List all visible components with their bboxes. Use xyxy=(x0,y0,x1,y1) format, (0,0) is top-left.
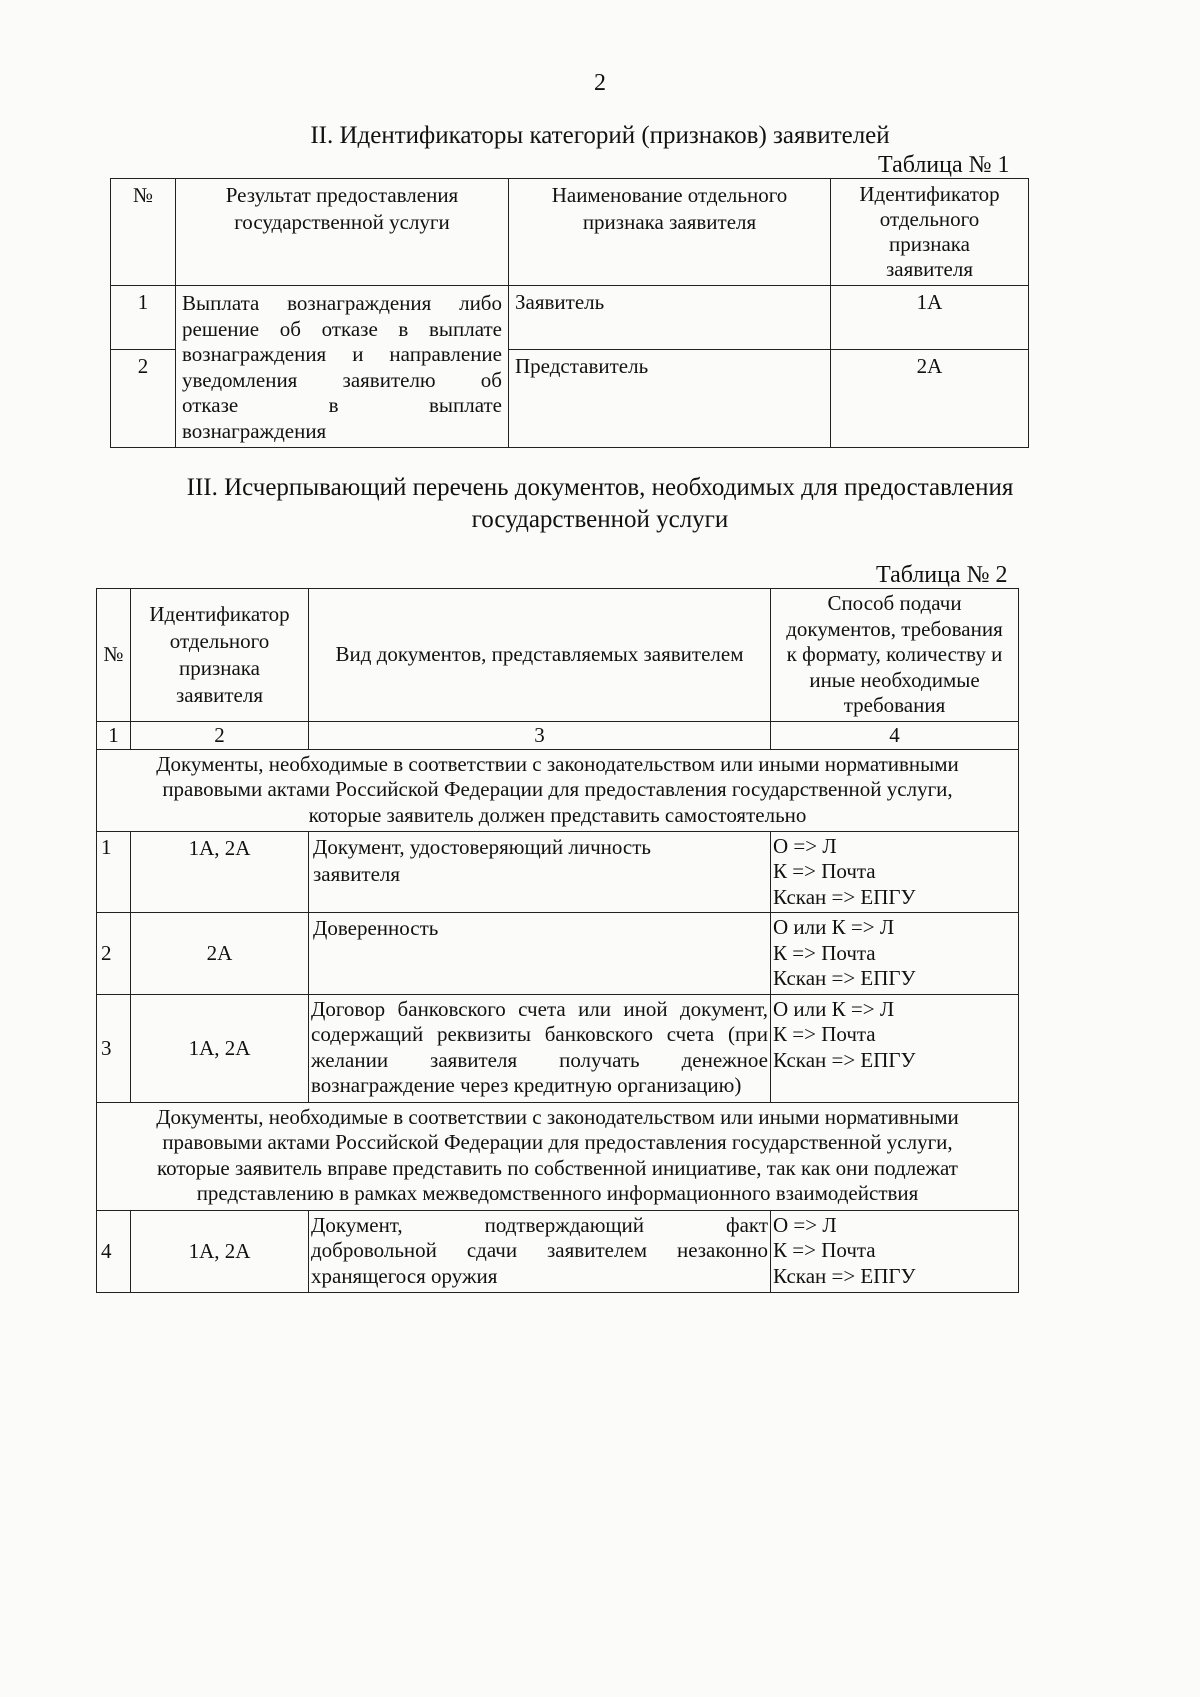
page-number: 2 xyxy=(594,70,606,96)
attribute-id: 1А xyxy=(831,286,1029,350)
section-2-heading: II. Идентификаторы категорий (признаков) заявителей xyxy=(310,122,890,149)
row-attribute-id: 1А, 2А xyxy=(131,1210,309,1292)
row-num: 1 xyxy=(97,831,131,913)
attribute-id: 2А xyxy=(831,349,1029,447)
table-2-header-row xyxy=(97,589,1019,722)
header-attribute-name: Наименование отдельного признака заявителя xyxy=(509,179,831,286)
table-row xyxy=(111,286,1029,350)
header-attribute-id: Идентификатор отдельного признака заявителя xyxy=(831,179,1029,286)
header-submission-method: Способ подачи документов, требования к формату, количеству и иные необходимые требования xyxy=(771,589,1019,722)
table-1-header-row xyxy=(111,179,1029,286)
table-row xyxy=(97,913,1019,995)
column-number: 4 xyxy=(771,721,1019,749)
group-heading-optional: Документы, необходимые в соответствии с законодательством или иными нормативными правовыми актами Российской Федерации для предоставления государственной услуги, которые заявитель вправе представить по собственной инициативе, так как они подлежат представлению в рамках межведомственного информационного взаимодействия xyxy=(97,1102,1019,1210)
group-row xyxy=(97,1102,1019,1210)
row-method: О или К => Л К => Почта Кскан => ЕПГУ xyxy=(771,913,1019,995)
attribute-name: Представитель xyxy=(509,349,831,447)
row-num: 1 xyxy=(111,286,176,350)
row-num: 2 xyxy=(111,349,176,447)
table-1-label: Таблица № 1 xyxy=(878,152,1010,178)
column-number: 3 xyxy=(309,721,771,749)
column-number: 2 xyxy=(131,721,309,749)
row-method: О => Л К => Почта Кскан => ЕПГУ xyxy=(771,831,1019,913)
group-heading-mandatory: Документы, необходимые в соответствии с законодательством или иными нормативными правовыми актами Российской Федерации для предоставления государственной услуги, которые заявитель должен представить самостоятельно xyxy=(97,749,1019,831)
row-attribute-id: 2А xyxy=(131,913,309,995)
header-num: № xyxy=(97,589,131,722)
header-result: Результат предоставления государственной услуги xyxy=(176,179,509,286)
table-row xyxy=(97,994,1019,1102)
result-cell: Выплата вознаграждения либо решение об отказе в выплате вознаграждения и направление уведомления заявителю об отказе в выплате вознаграждения xyxy=(176,286,509,448)
row-document: Договор банковского счета или иной документ, содержащий реквизиты банковского счета (при желании заявителя получать денежное вознаграждение через кредитную организацию) xyxy=(309,994,771,1102)
row-document: Доверенность xyxy=(309,913,771,995)
row-attribute-id: 1А, 2А xyxy=(131,994,309,1102)
row-attribute-id: 1А, 2А xyxy=(131,831,309,913)
row-document: Документ, удостоверяющий личность заявителя xyxy=(309,831,771,913)
row-method: О => Л К => Почта Кскан => ЕПГУ xyxy=(771,1210,1019,1292)
table-2-label: Таблица № 2 xyxy=(876,562,1008,588)
row-num: 3 xyxy=(97,994,131,1102)
table-row xyxy=(97,1210,1019,1292)
group-row xyxy=(97,749,1019,831)
row-method: О или К => Л К => Почта Кскан => ЕПГУ xyxy=(771,994,1019,1102)
row-document: Документ, подтверждающий факт добровольной сдачи заявителем незаконно хранящегося оружия xyxy=(309,1210,771,1292)
header-document-type: Вид документов, представляемых заявителем xyxy=(309,589,771,722)
column-numbers-row xyxy=(97,721,1019,749)
column-number: 1 xyxy=(97,721,131,749)
header-num: № xyxy=(111,179,176,286)
row-num: 4 xyxy=(97,1210,131,1292)
attribute-name: Заявитель xyxy=(509,286,831,350)
header-attribute-id: Идентификатор отдельного признака заявителя xyxy=(131,589,309,722)
table-row xyxy=(97,831,1019,913)
table-2 xyxy=(96,588,1019,1293)
row-num: 2 xyxy=(97,913,131,995)
section-3-heading: III. Исчерпывающий перечень документов, необходимых для предоставления государственной услуги xyxy=(186,474,1014,533)
table-1 xyxy=(110,178,1029,448)
